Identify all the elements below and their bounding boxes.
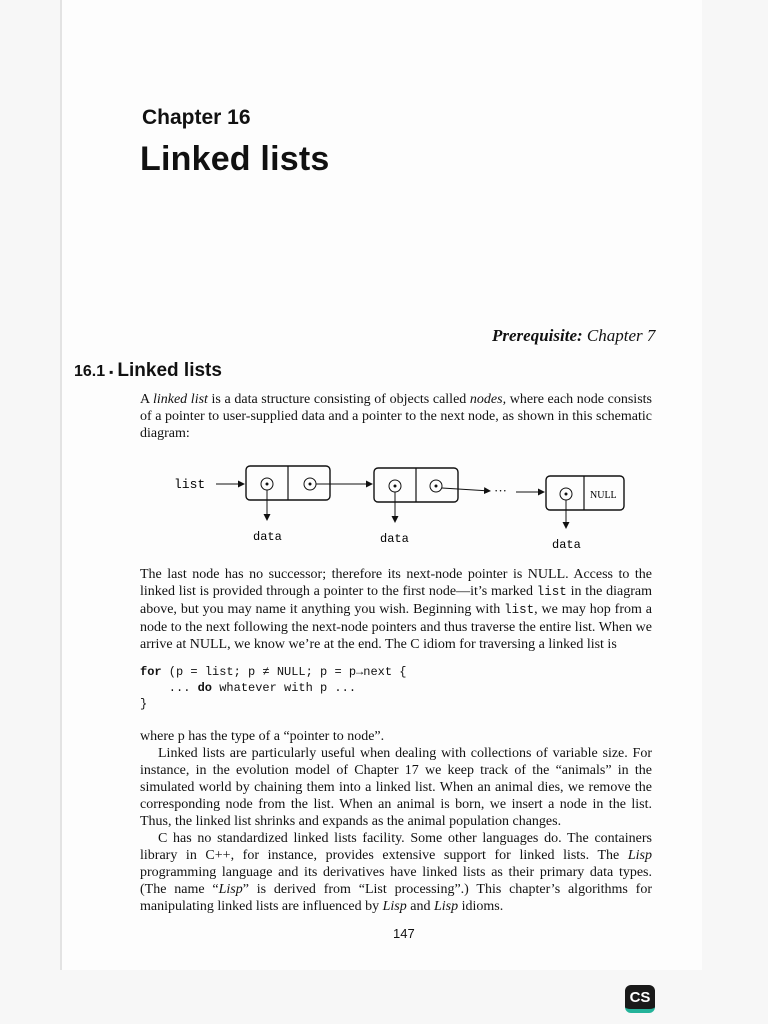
- prerequisite-note: [492, 326, 655, 346]
- inline-code: list: [504, 603, 535, 617]
- code-text: (p = list; p ≠ NULL; p = p→next {: [161, 665, 407, 679]
- data-label-3: data: [552, 538, 581, 552]
- page-number: 147: [393, 926, 415, 941]
- text-run: C has no standardized linked lists facility. Some other languages do. The containers library in C++, for instance, provides extensive support for linked lists. The: [140, 831, 652, 863]
- section-heading: [74, 360, 222, 382]
- node-1: [246, 466, 372, 520]
- term-lisp: Lisp: [382, 899, 407, 914]
- code-text: }: [140, 697, 148, 711]
- text-run: is a data structure consisting of objects called: [207, 392, 470, 407]
- term-lisp: Lisp: [627, 848, 652, 863]
- list-pointer-label: list: [174, 477, 206, 492]
- text-run: idioms.: [458, 899, 504, 914]
- usage-paragraphs: [140, 728, 652, 915]
- text-run: A: [140, 392, 153, 407]
- text-run: and: [406, 899, 434, 914]
- data-label-2: data: [380, 532, 409, 546]
- prerequisite-value: Chapter 7: [586, 326, 656, 345]
- chapter-title: Linked lists: [140, 140, 330, 178]
- text-run: where each node consists of a pointer to user-supplied data and a pointer to the next node, as shown in this schematic diagram:: [140, 392, 652, 441]
- prerequisite-prefix: Prerequisite:: [492, 326, 583, 345]
- node-last: [546, 476, 624, 528]
- text-run: ” is derived from “List processing”.) This chapter’s algorithms for manipulating linked lists are influenced by: [140, 882, 652, 914]
- intro-paragraph: [140, 391, 652, 442]
- pointer-type-line: where p has the type of a “pointer to node”.: [140, 729, 385, 744]
- section-title: Linked lists: [117, 360, 222, 381]
- chapter-label: Chapter 16: [142, 106, 251, 129]
- code-keyword: for: [140, 665, 162, 679]
- section-number: 16.1: [74, 363, 106, 380]
- usefulness-paragraph: Linked lists are particularly useful when dealing with collections of variable size. For instance, in the evolution model of Chapter 17 we keep track of the “animals” in the simulated world by chaining them into a linked list. When an animal dies, we remove the corresponding node from the list. When an animal is born, we insert a node in the list. Thus, the linked list shrinks and expands as the animal population changes.: [140, 746, 652, 829]
- node-2: [374, 468, 490, 522]
- text-run: , we may hop from a node to the next following the next-node pointers and thus traverse the entire list. When we arrive at NULL, we know we’re at the end. The C idiom for traversing a linked list is: [140, 602, 652, 652]
- code-text: ...: [140, 681, 198, 695]
- null-label: NULL: [590, 490, 617, 501]
- camscanner-badge-icon: CS: [625, 985, 655, 1013]
- ellipsis-label: ···: [494, 483, 507, 498]
- data-label-1: data: [253, 530, 282, 544]
- term-lisp: Lisp: [433, 899, 459, 914]
- traversal-paragraph: [140, 566, 652, 653]
- code-text: whatever with p ...: [212, 681, 357, 695]
- code-block: [140, 664, 406, 712]
- section-bullet: ▪: [109, 365, 114, 379]
- text-run: programming language and its derivatives have linked lists as their primary data types. (The name “: [140, 865, 652, 897]
- term-linked-list: linked list: [152, 392, 208, 407]
- text-run: The last node has no successor; therefore its next-node pointer is NULL. Access to the linked list is provided through a pointer to the first node—it’s marked: [140, 567, 652, 599]
- inline-code: list: [536, 585, 567, 599]
- code-keyword: do: [197, 681, 213, 695]
- lisp-paragraph: [140, 830, 652, 915]
- term-nodes: nodes,: [469, 392, 507, 407]
- text-run: in the diagram above, but you may name it anything you wish. Beginning with: [140, 584, 652, 617]
- linked-list-diagram: [160, 462, 640, 552]
- term-lisp: Lisp: [218, 882, 243, 897]
